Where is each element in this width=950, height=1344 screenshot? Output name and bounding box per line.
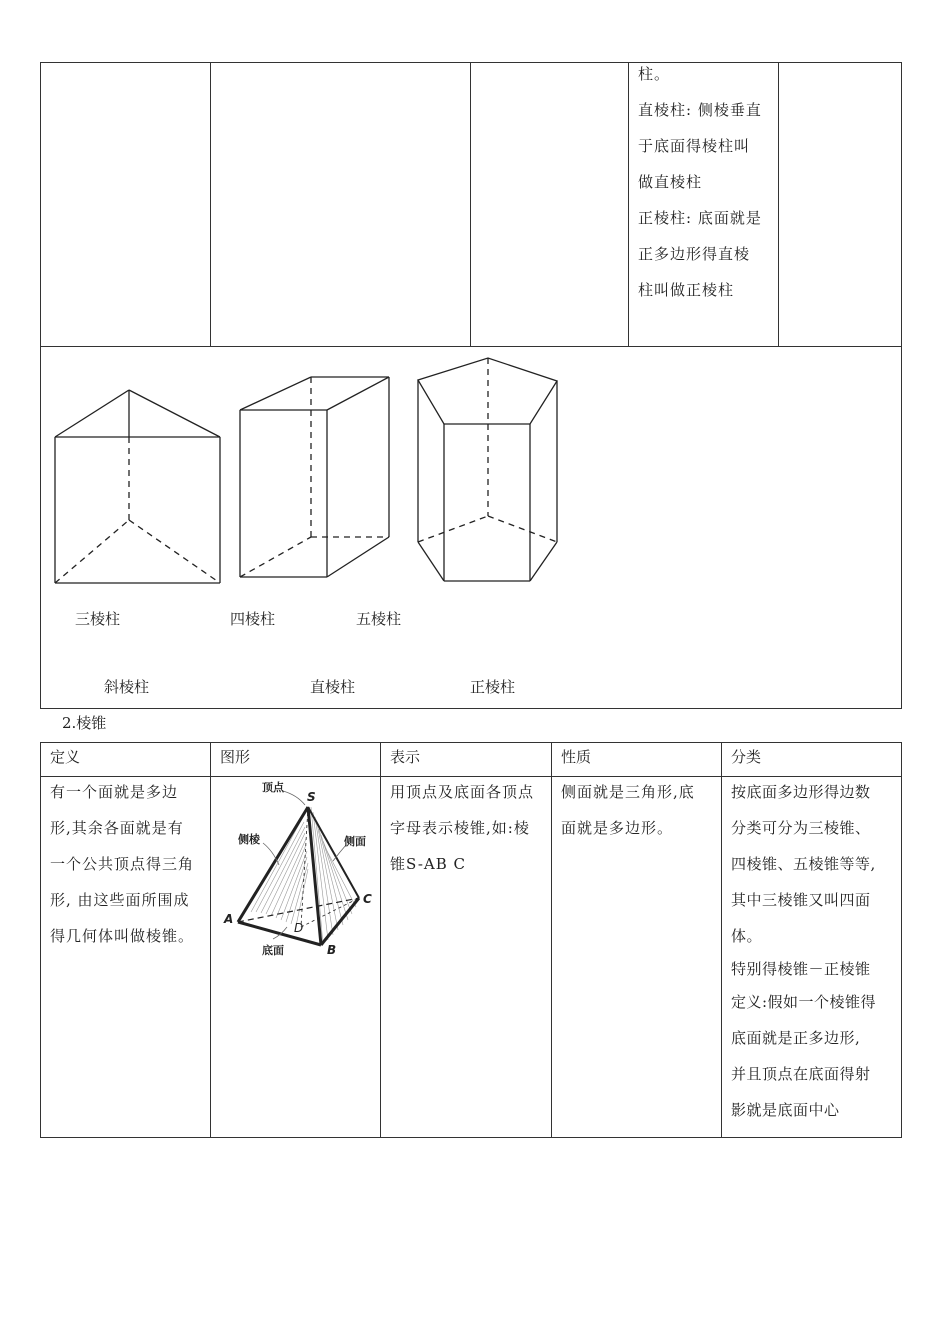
text-line: 正棱柱: 底面就是 bbox=[638, 209, 762, 227]
header-classification: 分类 bbox=[731, 748, 762, 766]
text-line: 字母表示棱锥,如:棱 bbox=[390, 819, 530, 837]
text-line: 锥S-AB C bbox=[390, 855, 466, 873]
text-line: 其中三棱锥又叫四面 bbox=[731, 891, 871, 909]
text-line: 做直棱柱 bbox=[638, 173, 703, 191]
pentagonal-prism-drawing bbox=[418, 358, 557, 581]
text-line: 柱叫做正棱柱 bbox=[638, 281, 735, 299]
text-line: 直棱柱: 侧棱垂直 bbox=[638, 101, 762, 119]
table-border bbox=[40, 1137, 902, 1138]
text-line: 形, 由这些面所围成 bbox=[50, 891, 190, 909]
vertex-s-label: S bbox=[307, 790, 316, 804]
quadrangular-prism-drawing bbox=[240, 377, 389, 577]
figure-label: 直棱柱 bbox=[310, 678, 356, 696]
header-notation: 表示 bbox=[390, 748, 421, 766]
text-line: 侧面就是三角形,底 bbox=[561, 783, 695, 801]
vertex-c-label: C bbox=[363, 892, 372, 906]
vertex-b-label: B bbox=[327, 943, 337, 957]
figure-label: 斜棱柱 bbox=[104, 678, 150, 696]
definition-text bbox=[50, 774, 206, 954]
base-label: 底面 bbox=[262, 944, 284, 957]
text-line: 柱。 bbox=[638, 65, 671, 83]
text-line: 影就是底面中心 bbox=[731, 1101, 840, 1119]
header-definition: 定义 bbox=[50, 748, 81, 766]
text-line: 底面就是正多边形, bbox=[731, 1029, 861, 1047]
table-border bbox=[901, 742, 902, 1138]
text-line: 于底面得棱柱叫 bbox=[638, 137, 751, 155]
apex-label: 顶点 bbox=[262, 781, 284, 794]
pyramid-figure bbox=[211, 777, 381, 977]
triangular-prism-drawing bbox=[55, 390, 220, 583]
text-line: 定义:假如一个棱锥得 bbox=[731, 993, 877, 1011]
section-heading: 2.棱锥 bbox=[62, 714, 107, 732]
figure-label: 五棱柱 bbox=[356, 610, 402, 628]
text-line: 按底面多边形得边数 bbox=[731, 783, 871, 801]
notation-text bbox=[390, 774, 548, 882]
text-line: 四棱锥、五棱锥等等, bbox=[731, 855, 876, 873]
figure-label: 四棱柱 bbox=[230, 610, 276, 628]
table-border bbox=[721, 742, 722, 1138]
figure-label: 正棱柱 bbox=[470, 678, 516, 696]
text-line: 得几何体叫做棱锥。 bbox=[50, 927, 195, 945]
text-line: 分类可分为三棱锥、 bbox=[731, 819, 871, 837]
vertex-d-label: D bbox=[294, 921, 304, 935]
classification-text bbox=[731, 774, 899, 1128]
text-line: 形,其余各面就是有 bbox=[50, 819, 184, 837]
header-property: 性质 bbox=[561, 748, 592, 766]
header-figure: 图形 bbox=[220, 748, 251, 766]
property-text bbox=[561, 774, 719, 846]
text-line: 特别得棱锥－正棱锥 bbox=[731, 960, 871, 978]
text-line: 并且顶点在底面得射 bbox=[731, 1065, 871, 1083]
vertex-a-label: A bbox=[224, 912, 234, 926]
table-border bbox=[40, 742, 41, 1138]
text-line: 面就是多边形。 bbox=[561, 819, 674, 837]
text-line: 用顶点及底面各顶点 bbox=[390, 783, 535, 801]
lateral-face-label: 侧面 bbox=[344, 835, 366, 848]
text-line: 体。 bbox=[731, 927, 763, 945]
text-line: 有一个面就是多边 bbox=[50, 783, 179, 801]
table-border bbox=[40, 742, 902, 743]
lateral-edge-label: 侧棱 bbox=[238, 833, 260, 846]
text-line: 一个公共顶点得三角 bbox=[50, 855, 195, 873]
text-line: 正多边形得直棱 bbox=[638, 245, 751, 263]
table-border bbox=[551, 742, 552, 1138]
figure-label: 三棱柱 bbox=[75, 610, 121, 628]
